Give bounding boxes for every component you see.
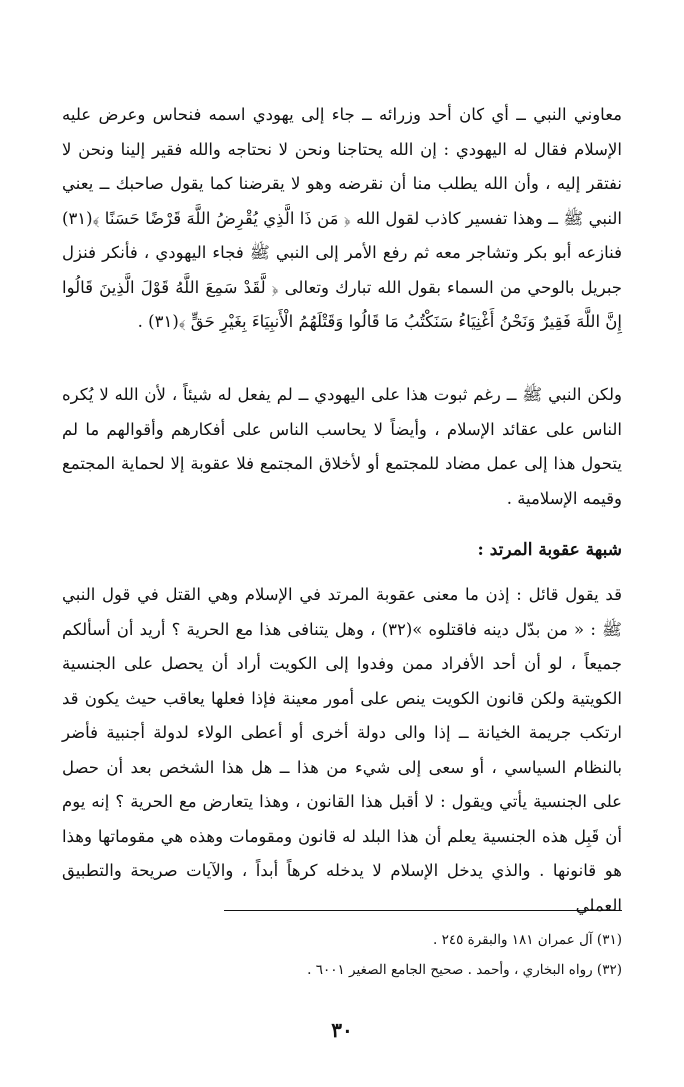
footnote-31: (٣١) آل عمران ١٨١ والبقرة ٢٤٥ .: [433, 932, 622, 948]
section-heading: شبهة عقوبة المرتد :: [477, 540, 622, 560]
paragraph-2-text: ولكن النبي ﷺ ــ رغم ثبوت هذا على اليهودي ــ لم يفعل له شيئاً ، لأن الله لا يُكره الناس على عقائد الإسلام ، وأيضاً لا يحاسب الناس على أفكارهم وأقوالهم ما لم يتحول هذا إلى عمل مضاد للمجتمع أو لأخلاق المجتمع فلا عقوبة إلا لحماية المجتمع وقيمه الإسلامية .: [62, 385, 622, 508]
paragraph-3: [62, 578, 622, 923]
footnote-separator: [224, 910, 622, 911]
paragraph-1: [62, 98, 622, 340]
footnote-32: (٣٢) رواه البخاري ، وأحمد . صحيح الجامع الصغير ٦٠٠١ .: [307, 962, 622, 978]
paragraph-2: [62, 378, 622, 516]
paragraph-1-text: معاوني النبي ــ أي كان أحد وزرائه ــ جاء إلى يهودي اسمه فنحاس وعرض عليه الإسلام فقال له اليهودي : إن الله يحتاجنا ونحن لا نحتاجه والله فقير إلينا ونحن لا نفتقر إليه ، وأن الله يطلب منا أن نقرضه وهو لا يقرضنا كما يقول صاحبك ــ يعني النبي ﷺ ــ وهذا تفسير كاذب لقول الله ﴿ مَن ذَا الَّذِي يُقْرِضُ اللَّهَ قَرْضًا حَسَنًا ﴾(٣١) فنازعه أبو بكر وتشاجر معه ثم رفع الأمر إلى النبي ﷺ فجاء اليهودي ، فأنكر فنزل جبريل بالوحي من السماء بقول الله تبارك وتعالى ﴿ لَّقَدْ سَمِعَ اللَّهُ قَوْلَ الَّذِينَ قَالُوا إِنَّ اللَّهَ فَقِيرٌ وَنَحْنُ أَغْنِيَاءُ سَنَكْتُبُ مَا قَالُوا وَقَتْلَهُمُ الْأَنبِيَاءَ بِغَيْرِ حَقٍّ ﴾(٣١) .: [62, 105, 622, 331]
paragraph-3-text: قد يقول قائل : إذن ما معنى عقوبة المرتد في الإسلام وهي القتل في قول النبي ﷺ : « من بدّل دينه فاقتلوه »(٣٢) ، وهل يتنافى هذا مع الحرية ؟ أريد أن أسألكم جميعاً ، لو أن أحد الأفراد ممن وفدوا إلى الكويت أراد أن يحصل على الجنسية الكويتية ولكن قانون الكويت ينص على أمور معينة فإذا فعلها يعاقب حيث يكون قد ارتكب جريمة الخيانة ــ إذا والى دولة أخرى أو أعطى الولاء لدولة أجنبية فأضر بالنظام السياسي ، أو سعى إلى شيء من هذا ــ هل هذا الشخص بعد أن حصل على الجنسية يأتي ويقول : لا أقبل هذا القانون ، وهذا يتعارض مع الحرية ؟ إنه يوم أن قَبِل هذه الجنسية يعلم أن هذا البلد له قانون ومقومات وهذه هي مقوماتها وهذا هو قانونها . والذي يدخل الإسلام لا يدخله كرهاً أبداً ، والآيات صريحة والتطبيق العملي: [62, 585, 622, 915]
page-number: ٣٠: [331, 1018, 353, 1042]
